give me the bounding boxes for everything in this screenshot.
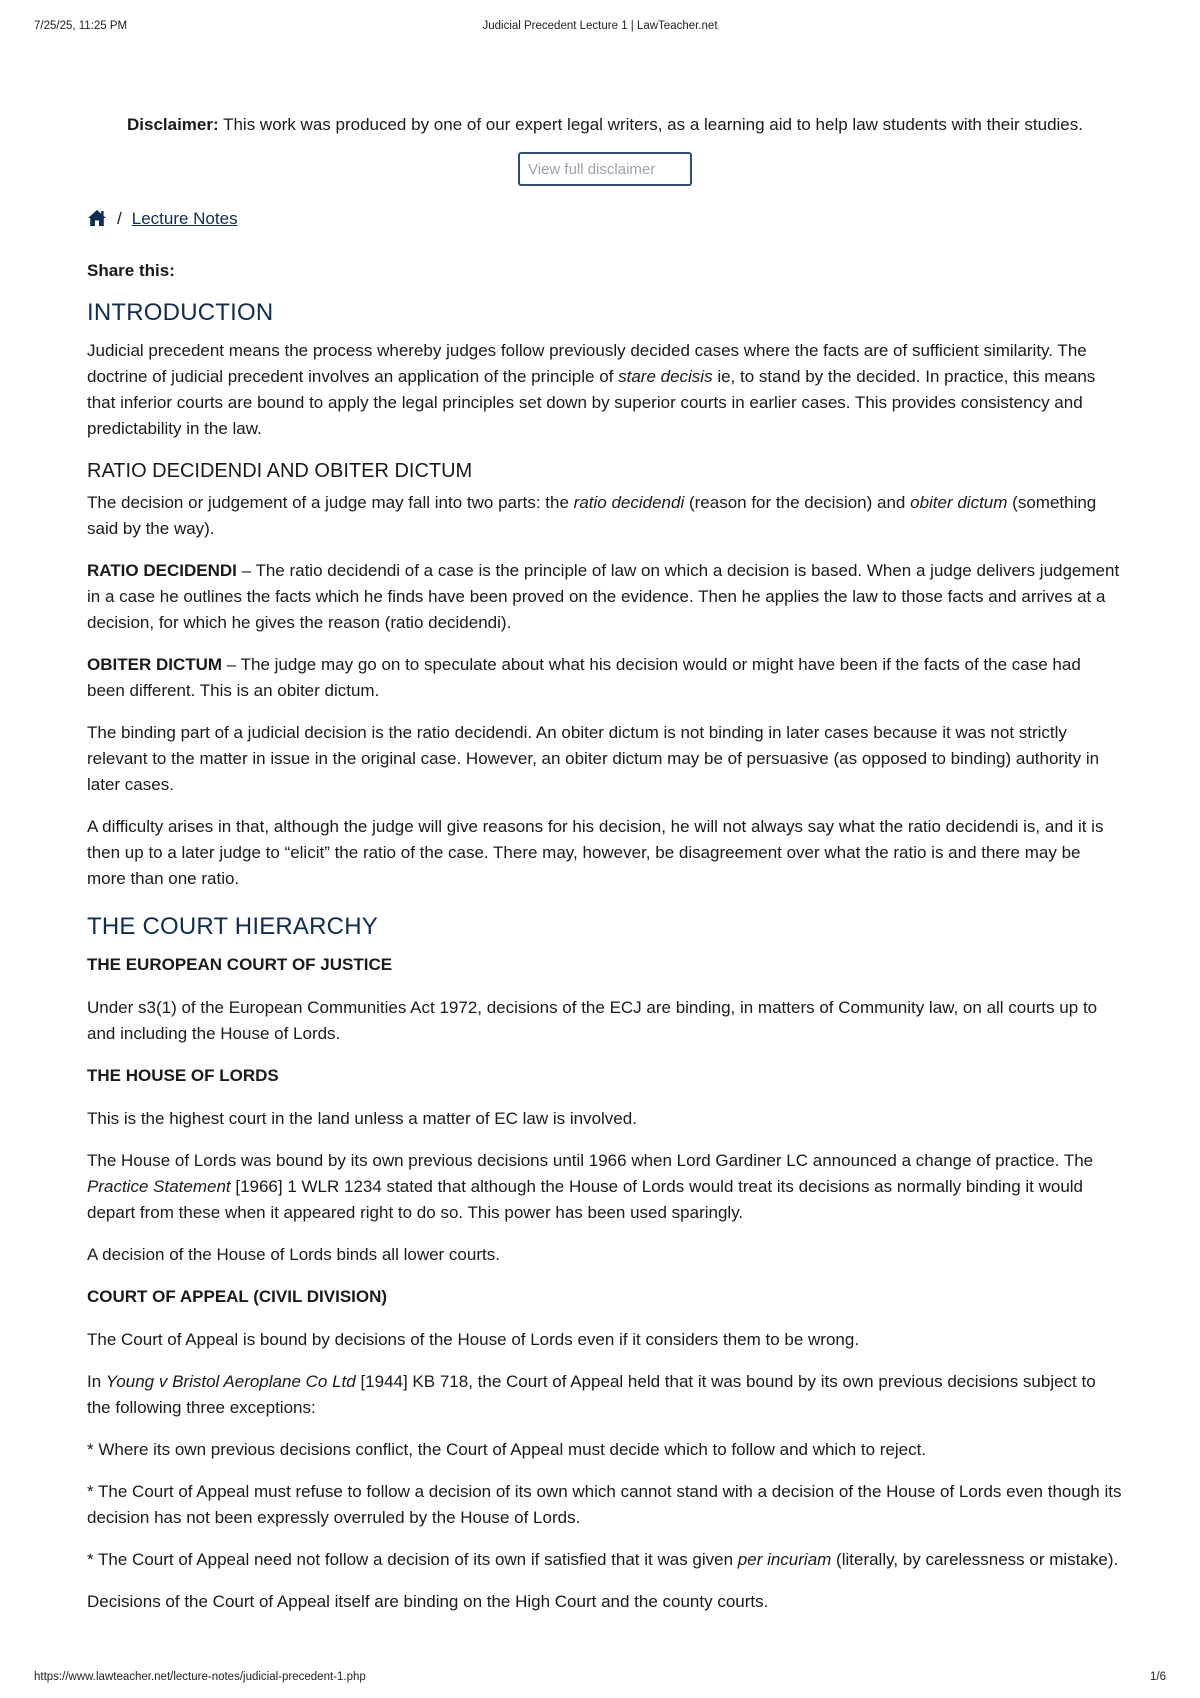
- disclaimer-label: Disclaimer:: [127, 115, 219, 134]
- ca-exception-1: * Where its own previous decisions conflict, the Court of Appeal must decide which to follow and which to reject.: [87, 1440, 927, 1459]
- print-footer: [34, 1671, 1166, 1687]
- intro-paragraph: Judicial precedent means the process whereby judges follow previously decided cases where the facts are of sufficient similarity. The doctrine of judicial precedent involves an application of the principle of stare decisis ie, to stand by the decided. In practice, this means that inferior courts are bound to apply the legal principles set down by superior courts in earlier cases. This provides consistency and predictability in the law.: [87, 341, 1096, 438]
- print-header: [34, 20, 1166, 36]
- breadcrumb: [87, 206, 1123, 232]
- article-content: [87, 112, 1123, 1615]
- binding-part-paragraph: The binding part of a judicial decision is the ratio decidendi. An obiter dictum is not binding in later cases because it was not strictly relevant to the matter in issue in the original case. However, an obiter dictum may be of persuasive (as opposed to binding) authority in later cases.: [87, 723, 1100, 794]
- hol-paragraph-2: The House of Lords was bound by its own previous decisions until 1966 when Lord Gardiner LC announced a change of practice. The Practice Statement [1966] 1 WLR 1234 stated that although the House of Lords would treat its decisions as normally binding it would depart from these when it appeared right to do so. This power has been used sparingly.: [87, 1151, 1094, 1222]
- court-hierarchy-heading: THE COURT HIERARCHY: [87, 913, 378, 940]
- home-icon[interactable]: [87, 209, 107, 229]
- ca-exception-3: * The Court of Appeal need not follow a decision of its own if satisfied that it was given per incuriam (literally, by carelessness or mistake).: [87, 1550, 1119, 1569]
- hol-paragraph-1: This is the highest court in the land unless a matter of EC law is involved.: [87, 1109, 637, 1128]
- court-of-appeal-heading: COURT OF APPEAL (CIVIL DIVISION): [87, 1287, 388, 1306]
- hol-paragraph-3: A decision of the House of Lords binds all lower courts.: [87, 1245, 500, 1264]
- disclaimer-text: This work was produced by one of our expert legal writers, as a learning aid to help law students with their studies.: [218, 115, 1083, 134]
- print-page-title: Judicial Precedent Lecture 1 | LawTeacher.net: [482, 20, 718, 32]
- ca-paragraph-2: In Young v Bristol Aeroplane Co Ltd [1944] KB 718, the Court of Appeal held that it was bound by its own previous decisions subject to the following three exceptions:: [87, 1372, 1096, 1417]
- ratio-obiter-heading: RATIO DECIDENDI AND OBITER DICTUM: [87, 460, 473, 482]
- house-of-lords-heading: THE HOUSE OF LORDS: [87, 1066, 279, 1085]
- breadcrumb-lecture-notes-link[interactable]: Lecture Notes: [131, 209, 238, 228]
- breadcrumb-separator: /: [117, 209, 122, 228]
- ca-paragraph-1: The Court of Appeal is bound by decisions of the House of Lords even if it considers them to be wrong.: [87, 1330, 860, 1349]
- ca-exception-2: * The Court of Appeal must refuse to follow a decision of its own which cannot stand with a decision of the House of Lords even though its decision has not been expressly overruled by the House of Lords.: [87, 1482, 1122, 1527]
- ecj-heading: THE EUROPEAN COURT OF JUSTICE: [87, 955, 393, 974]
- two-parts-paragraph: The decision or judgement of a judge may fall into two parts: the ratio decidendi (reason for the decision) and obiter dictum (something said by the way).: [87, 493, 1097, 538]
- ecj-paragraph: Under s3(1) of the European Communities Act 1972, decisions of the ECJ are binding, in matters of Community law, on all courts up to and including the House of Lords.: [87, 998, 1098, 1043]
- share-label: Share this:: [87, 261, 175, 280]
- ratio-decidendi-paragraph: RATIO DECIDENDI – The ratio decidendi of a case is the principle of law on which a decision is based. When a judge delivers judgement in a case he outlines the facts which he finds have been proved on the evidence. Then he applies the law to those facts and arrives at a decision, for which he gives the reason (ratio decidendi).: [87, 561, 1120, 632]
- print-page-number: 1/6: [1150, 1671, 1166, 1683]
- intro-heading: INTRODUCTION: [87, 299, 274, 326]
- print-datetime: 7/25/25, 11:25 PM: [34, 20, 128, 32]
- difficulty-paragraph: A difficulty arises in that, although the judge will give reasons for his decision, he will not always say what the ratio decidendi is, and it is then up to a later judge to “elicit” the ratio of the case. There may, however, be disagreement over what the ratio is and there may be more than one ratio.: [87, 817, 1104, 888]
- view-full-disclaimer-button[interactable]: View full disclaimer: [518, 152, 692, 186]
- print-url: https://www.lawteacher.net/lecture-notes/judicial-precedent-1.php: [34, 1671, 366, 1683]
- disclaimer: [87, 112, 1123, 138]
- ca-paragraph-last: Decisions of the Court of Appeal itself are binding on the High Court and the county courts.: [87, 1592, 769, 1611]
- obiter-dictum-paragraph: OBITER DICTUM – The judge may go on to speculate about what his decision would or might have been if the facts of the case had been different. This is an obiter dictum.: [87, 655, 1081, 700]
